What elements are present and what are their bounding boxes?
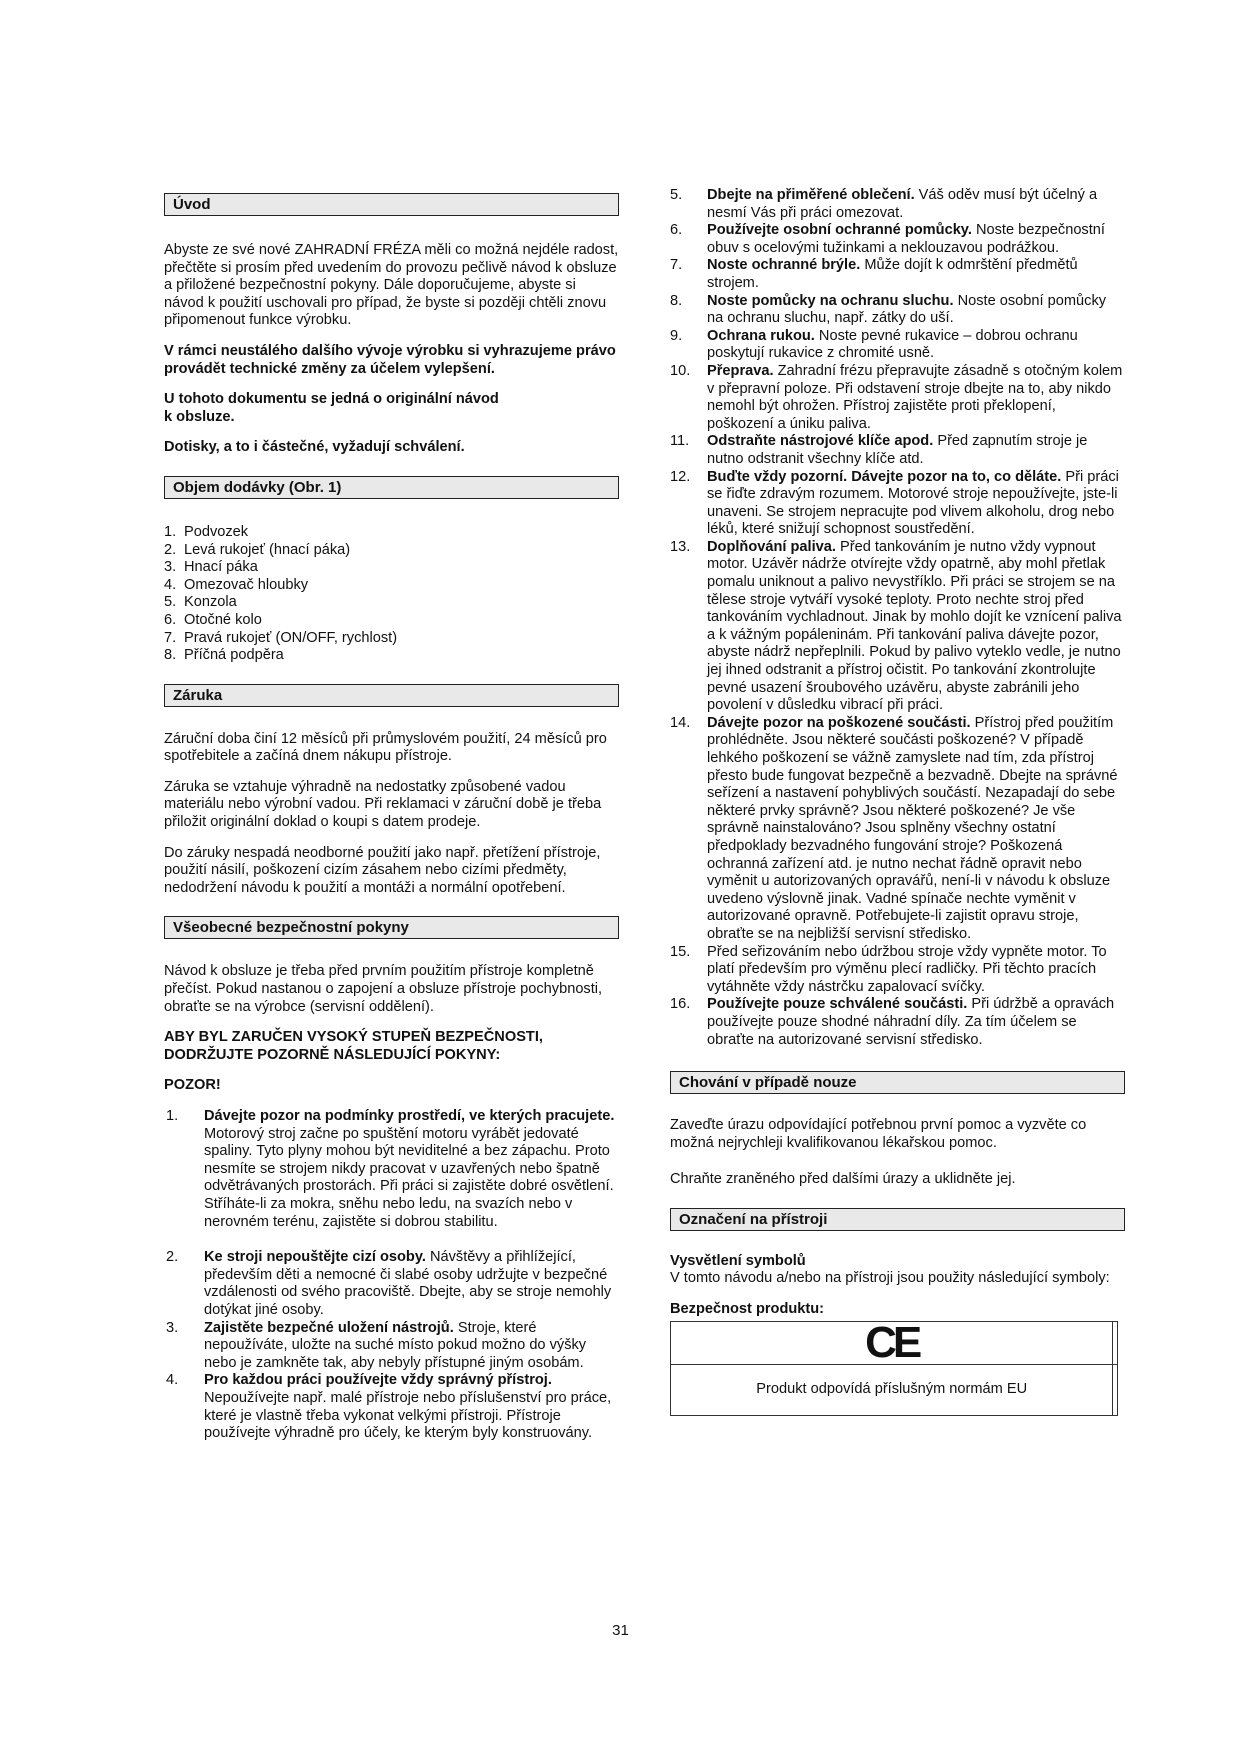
intro-original-notice: U tohoto dokumentu se jedná o originální návod k obsluze.	[164, 391, 499, 425]
ce-mark-icon: CE	[865, 1317, 919, 1367]
left-column	[164, 193, 619, 1443]
product-safety-label: Bezpečnost produktu:	[670, 1301, 825, 1318]
warranty-paragraph-2: Záruka se vztahuje výhradně na nedostatky způsobené vadou materiálu nebo výrobní vadou. Při reklamaci v záruční době je třeba přiložit originální doklad o koupi s datem prodeje.	[164, 778, 602, 831]
list-item: 5. Dbejte na přiměřené oblečení. Váš oděv musí být účelný a nesmí Vás při práci omezovat.	[670, 187, 1098, 221]
list-item: 3. Hnací páka	[164, 559, 258, 576]
list-item: 9. Ochrana rukou. Noste pevné rukavice – dobrou ochranu poskytují rukavice z chromité usně.	[670, 327, 1078, 362]
list-item: 14. Dávejte pozor na poškozené součásti. Přístroj před použitím prohlédněte. Jsou některé součásti poškozené? V případě lehkého poškození se vážně zamyslete nad tím, zda přístroj přesto bude fungovat bezpečně a bezvadně. Dbejte na správné seřízení a nastavení pohyblivých součástí. Nezapadají do sebe některé prvky správně? Jsou některé poškozené? Je vše správně nainstalováno? Jsou splněny všechny ostatní předpoklady bezvadného fungování stroje? Poškozená ochranná zařízení atd. je nutno nechat řádně opravit nebo vyměnit u autorizovaných opravářů, není-li v návodu k obsluze uvedeno výslovně jinak. Vadné spínače nechte vyměnit v autorizované opravně. Potřebujete-li zajistit opravu stroje, obraťte se na nejbližší servisní středisko.	[670, 714, 1118, 942]
emergency-paragraph-2: Chraňte zraněného před dalšími úrazy a uklidněte jej.	[670, 1171, 1016, 1188]
empty-cell	[1113, 1364, 1118, 1415]
intro-reprint-notice: Dotisky, a to i částečné, vyžadují schválení.	[164, 439, 465, 456]
list-item: 2. Ke stroji nepouštějte cizí osoby. Návštěvy a přihlížející, především děti a nemocné či slabé osoby udržujte v bezpečné vzdálenosti od svého pracoviště. Dbejte, aby se stroje nemohly dotýkat jiné osoby.	[166, 1249, 612, 1318]
section-heading-marking: Označení na přístroji	[670, 1208, 1125, 1231]
warranty-paragraph-3: Do záruky nespadá neodborné použití jako např. přetížení přístroje, použití násilí, poškození cizím zásahem nebo cizími předměty, nedodržení návodu k použití a montáži a normální opotřebení.	[164, 844, 601, 896]
list-item: 6. Otočné kolo	[164, 611, 262, 628]
list-item: 8. Noste pomůcky na ochranu sluchu. Noste osobní pomůcky na ochranu sluchu, např. zátky do uší.	[670, 292, 1107, 327]
section-heading-safety: Všeobecné bezpečnostní pokyny	[164, 916, 619, 939]
list-item: 15. Před seřizováním nebo údržbou stroje vždy vypněte motor. To platí především pro výměnu plecí radličky. Při těchto pracích vytáhněte vždy nástrčku zapalovací svíčky.	[670, 943, 1107, 995]
list-item: 11. Odstraňte nástrojové klíče apod. Před zapnutím stroje je nutno odstranit všechny klíče atd.	[670, 433, 1088, 467]
delivery-list	[164, 524, 619, 665]
section-heading-delivery: Objem dodávky (Obr. 1)	[164, 476, 619, 499]
ce-mark-cell	[671, 1317, 1113, 1367]
emergency-paragraph-1: Zaveďte úrazu odpovídající potřebnou první pomoc a vyzvěte co možná nejrychleji kvalifikovanou lékařskou pomoc.	[670, 1117, 1087, 1151]
list-item: 12. Buďte vždy pozorní. Dávejte pozor na to, co děláte. Při práci se řiďte zdravým rozumem. Motorové stroje nepoužívejte, jste-li unaveni. Se strojem nepracujte pod vlivem alkoholu, drog nebo léků, které snižují schopnost soustředění.	[670, 468, 1119, 538]
section-heading-warranty: Záruka	[164, 684, 619, 707]
list-item: 13. Doplňování paliva. Před tankováním je nutno vždy vypnout motor. Uzávěr nádrže otvírejte vždy opatrně, aby mohl přetlak pomalu uniknout a palivo nevystříklo. Při práci se strojem se na tělese stroje vytváří vysoké teploty. Proto nechte stroj před tankováním vychladnout. Jinak by mohlo dojít ke vznícení paliva a k vážným popáleninám. Při tankování paliva dávejte pozor, abyste nádrž nepřeplnili. Pokud by palivo vyteklo vedle, je nutno jej ihned odstranit a přístroj očistit. Po tankování zkontrolujte pevné usazení šroubového uzávěru, abyste zabránili jeho povolení v důsledku vibrací při práci.	[670, 538, 1122, 714]
symbol-table	[670, 1317, 1118, 1416]
section-heading-intro: Úvod	[164, 193, 619, 216]
list-item: 3. Zajistěte bezpečné uložení nástrojů. Stroje, které nepoužíváte, uložte na suché místo pokud možno do výšky nebo je zamkněte tak, aby nebyly přístupné jiným osobám.	[166, 1319, 587, 1371]
ce-caption: Produkt odpovídá příslušným normám EU	[671, 1364, 1113, 1415]
intro-paragraph: Abyste ze své nové ZAHRADNÍ FRÉZA měli co možná nejdéle radost, přečtěte si prosím před uvedením do provozu pečlivě návod k obsluze a přiložené bezpečnostní pokyny. Dále doporučujeme, abyste si návod k použití uschovali pro případ, že byste si později chtěli znovu připomenout funkce výrobku.	[164, 242, 619, 329]
right-column	[670, 187, 1125, 1416]
symbols-subheading: Vysvětlení symbolů	[670, 1252, 806, 1269]
warranty-paragraph-1: Záruční doba činí 12 měsíců při průmyslovém použití, 24 měsíců pro spotřebitele a začíná dnem nákupu přístroje.	[164, 730, 607, 765]
page-number: 31	[612, 1622, 629, 1639]
list-item: 5. Konzola	[164, 594, 237, 611]
list-item: 10. Přeprava. Zahradní frézu přepravujte zásadně s otočným kolem v přepravní poloze. Při odstavení stroje dbejte na to, aby nikdo nemohl být ohrožen. Přístroj zajistěte proti překlopení, poškození a úniku paliva.	[670, 362, 1123, 432]
safety-attention: POZOR!	[164, 1077, 221, 1094]
list-item: 16. Používejte pouze schválené součásti. Při údržbě a opravách používejte pouze shodné náhradní díly. Za tím účelem se obraťte na autorizované servisní středisko.	[670, 996, 1115, 1048]
list-item: 1. Podvozek	[164, 523, 249, 540]
safety-caps-notice: ABY BYL ZARUČEN VYSOKÝ STUPEŇ BEZPEČNOSTI, DODRŽUJTE POZORNĚ NÁSLEDUJÍCÍ POKYNY:	[164, 1029, 543, 1063]
empty-cell	[1113, 1321, 1118, 1364]
safety-list-right	[670, 187, 1125, 1049]
intro-rights-notice: V rámci neustálého dalšího vývoje výrobku si vyhrazujeme právo provádět technické změny za účelem vylepšení.	[164, 342, 616, 377]
safety-list-left	[164, 1108, 619, 1443]
list-item: 6. Používejte osobní ochranné pomůcky. Noste bezpečnostní obuv s ocelovými tužinkami a neklouzavou podrážkou.	[670, 222, 1105, 256]
list-item: 1. Dávejte pozor na podmínky prostředí, ve kterých pracujete. Motorový stroj začne po spuštění motoru vyrábět jedovaté spaliny. Tyto plyny mohou být neviditelné a bez zápachu. Proto nesmíte se strojem nikdy pracovat v uzavřených nebo špatně odvětrávaných prostorách. Při práci si zajistěte dobré osvětlení. Stříháte-li za mokra, sněhu nebo ledu, na svazích nebo v nerovném terénu, zajistěte si dobrou stabilitu.	[166, 1108, 615, 1230]
list-item: 8. Příčná podpěra	[164, 647, 284, 664]
symbols-paragraph: V tomto návodu a/nebo na přístroji jsou použity následující symboly:	[670, 1270, 1110, 1287]
list-item: 4. Pro každou práci používejte vždy správný přístroj. Nepoužívejte např. malé přístroje nebo příslušenství pro práce, které je vlastně třeba vykonat velkými přístroji. Přístroje používejte výhradně pro účely, ke kterým byly konstruovány.	[166, 1372, 612, 1442]
table-row	[671, 1321, 1118, 1364]
list-item: 7. Pravá rukojeť (ON/OFF, rychlost)	[164, 629, 398, 646]
list-item: 7. Noste ochranné brýle. Může dojít k odmrštění předmětů strojem.	[670, 257, 1078, 291]
section-heading-emergency: Chování v případě nouze	[670, 1071, 1125, 1094]
table-row	[671, 1364, 1118, 1415]
list-item: 4. Omezovač hloubky	[164, 576, 309, 593]
safety-intro-paragraph: Návod k obsluze je třeba před prvním použitím přístroje kompletně přečíst. Pokud nastanou o zapojení a obsluze přístroje pochybnosti, obraťte se na výrobce (servisní oddělení).	[164, 963, 603, 1015]
list-item: 2. Levá rukojeť (hnací páka)	[164, 541, 351, 558]
